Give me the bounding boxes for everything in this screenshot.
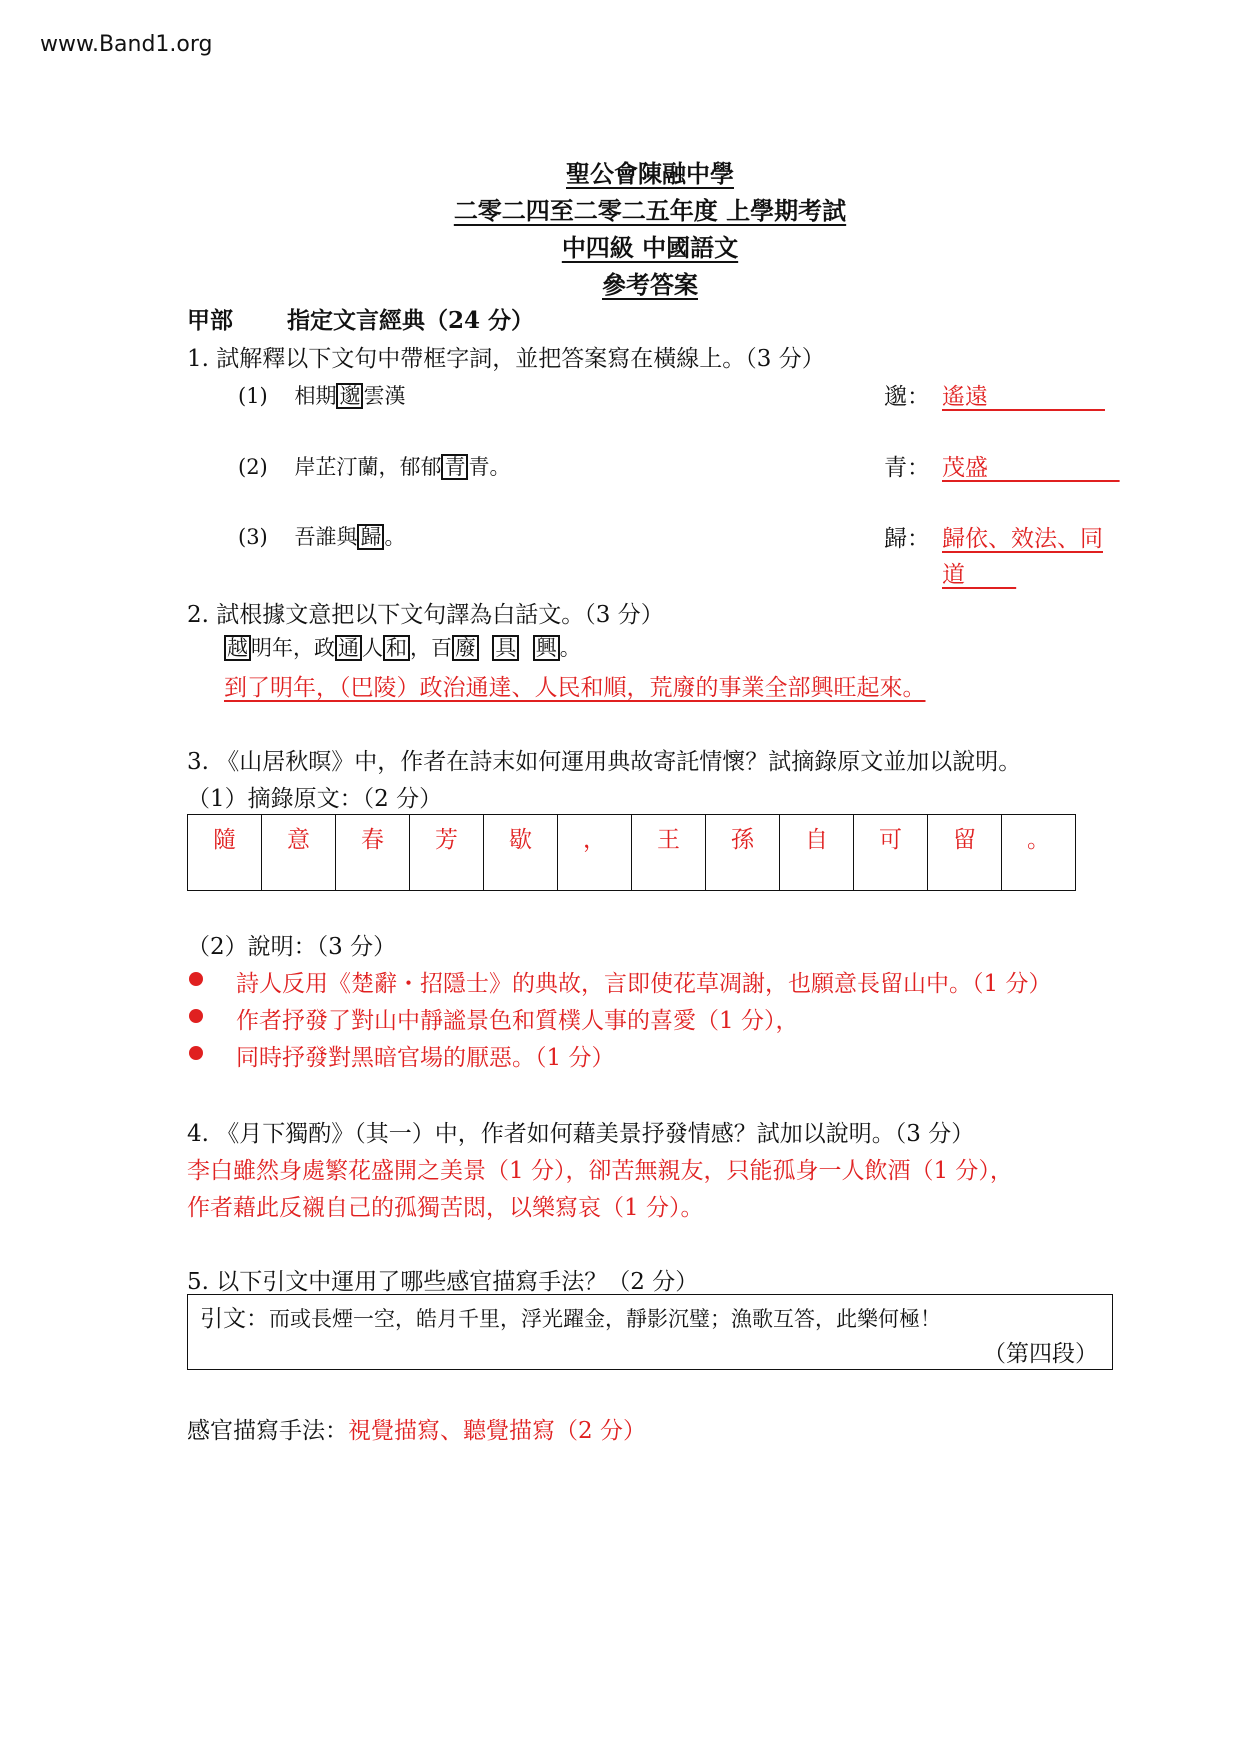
boxed-char: 歸: [357, 524, 384, 550]
boxed-char: 興: [533, 635, 560, 661]
q2-answer: 到了明年，（巴陵）政治通達、人民和順，荒廢的事業全部興旺起來。: [224, 675, 926, 701]
item-text: 。: [384, 525, 406, 549]
q4-answer-line2: 作者藉此反襯自己的孤獨苦悶，以樂寫哀（1 分）。: [187, 1195, 704, 1221]
q5-answer-label: 感官描寫手法：: [187, 1418, 348, 1444]
grid-cell: 自: [780, 815, 854, 891]
boxed-char: 和: [383, 635, 410, 661]
q1-label-2: 青：: [884, 455, 930, 481]
section-title: 指定文言經典（24 分）: [287, 307, 535, 334]
q3-bullet-1: 詩人反用《楚辭・招隱士》的典故，言即使花草凋謝，也願意長留山中。（1 分）: [236, 971, 1052, 997]
quote-grid: [187, 814, 1076, 891]
q5-answer-line: [187, 1412, 646, 1445]
bullet-dot: [189, 1009, 203, 1023]
grid-cell: 隨: [188, 815, 262, 891]
grid-cell: 意: [262, 815, 336, 891]
boxed-char: 具: [492, 635, 519, 661]
q1-answer-1: 遙遠: [942, 384, 988, 410]
q1-item-2: [238, 451, 510, 481]
quote-label: 引文：: [200, 1306, 269, 1332]
boxed-char: 青: [441, 454, 468, 480]
q3-part2-label: （2）說明：（3 分）: [187, 934, 397, 960]
item-text: 吾誰與: [294, 525, 358, 549]
q1-label-3: 歸：: [884, 526, 930, 552]
q2-prompt: 2. 試根據文意把以下文句譯為白話文。（3 分）: [187, 602, 664, 628]
boxed-char: 邈: [336, 383, 363, 409]
grid-cell: 王: [632, 815, 706, 891]
quote-box: [187, 1294, 1113, 1370]
site-url: www.Band1.org: [40, 32, 213, 57]
q1-answer-2: 茂盛: [942, 455, 988, 481]
q1-item-1: [238, 380, 405, 410]
section-label: 甲部: [187, 307, 233, 334]
grid-cell: ，: [558, 815, 632, 891]
quote-text: 而或長煙一空，皓月千里，浮光躍金，靜影沉璧；漁歌互答，此樂何極！: [269, 1307, 941, 1331]
grid-cell: 留: [928, 815, 1002, 891]
grid-cell: 。: [1002, 815, 1076, 891]
grid-cell: 孫: [706, 815, 780, 891]
q4-answer-line1: 李白雖然身處繁花盛開之美景（1 分），卻苦無親友，只能孤身一人飲酒（1 分），: [187, 1158, 1013, 1184]
item-text: 青。: [468, 455, 511, 479]
item-text: 雲漢: [363, 384, 406, 408]
boxed-char: 越: [224, 635, 251, 661]
boxed-char: 廢: [452, 635, 479, 661]
q5-answer: 視覺描寫、聽覺描寫（2 分）: [348, 1418, 646, 1444]
q1-item-3: [238, 521, 405, 551]
grid-cell: 可: [854, 815, 928, 891]
quote-source: （第四段）: [983, 1341, 1098, 1367]
bullet-dot: [189, 972, 203, 986]
q4-prompt: 4. 《月下獨酌》（其一）中，作者如何藉美景抒發情感？試加以說明。（3 分）: [187, 1121, 975, 1147]
subject-title: 中四級 中國語文: [561, 233, 739, 262]
grid-cell: 歇: [484, 815, 558, 891]
school-name: 聖公會陳融中學: [566, 159, 734, 188]
bullet-dot: [189, 1046, 203, 1060]
grid-cell: 春: [336, 815, 410, 891]
q1-answer-3-line1: 歸依、效法、同: [942, 526, 1103, 552]
quote-line: [200, 1300, 941, 1333]
grid-cell: 芳: [410, 815, 484, 891]
exam-term: 二零二四至二零二五年度 上學期考試: [453, 196, 847, 225]
item-number: (3): [238, 525, 268, 549]
item-text: 岸芷汀蘭，郁郁: [294, 455, 442, 479]
doc-type: 參考答案: [602, 270, 698, 299]
q2-sentence: 越 明年，政 通 人 和 ，百 廢 具 興 。: [224, 632, 581, 662]
q3-bullet-3: 同時抒發對黑暗官場的厭惡。（1 分）: [236, 1045, 615, 1071]
q1-answer-3-line2: 道: [942, 562, 965, 588]
q1-prompt: 1. 試解釋以下文句中帶框字詞，並把答案寫在橫線上。（3 分）: [187, 346, 825, 372]
q1-label-1: 邈：: [884, 384, 930, 410]
q3-part1-label: （1）摘錄原文：（2 分）: [187, 786, 443, 812]
boxed-char: 通: [335, 635, 362, 661]
q5-prompt: 5. 以下引文中運用了哪些感官描寫手法？（2 分）: [187, 1269, 699, 1295]
item-number: (1): [238, 384, 268, 408]
item-text: 相期: [294, 384, 337, 408]
q3-bullet-2: 作者抒發了對山中靜謐景色和質樸人事的喜愛（1 分），: [236, 1008, 799, 1034]
q3-prompt: 3. 《山居秋暝》中，作者在詩末如何運用典故寄託情懷？試摘錄原文並加以說明。: [187, 749, 1022, 775]
item-number: (2): [238, 455, 268, 479]
